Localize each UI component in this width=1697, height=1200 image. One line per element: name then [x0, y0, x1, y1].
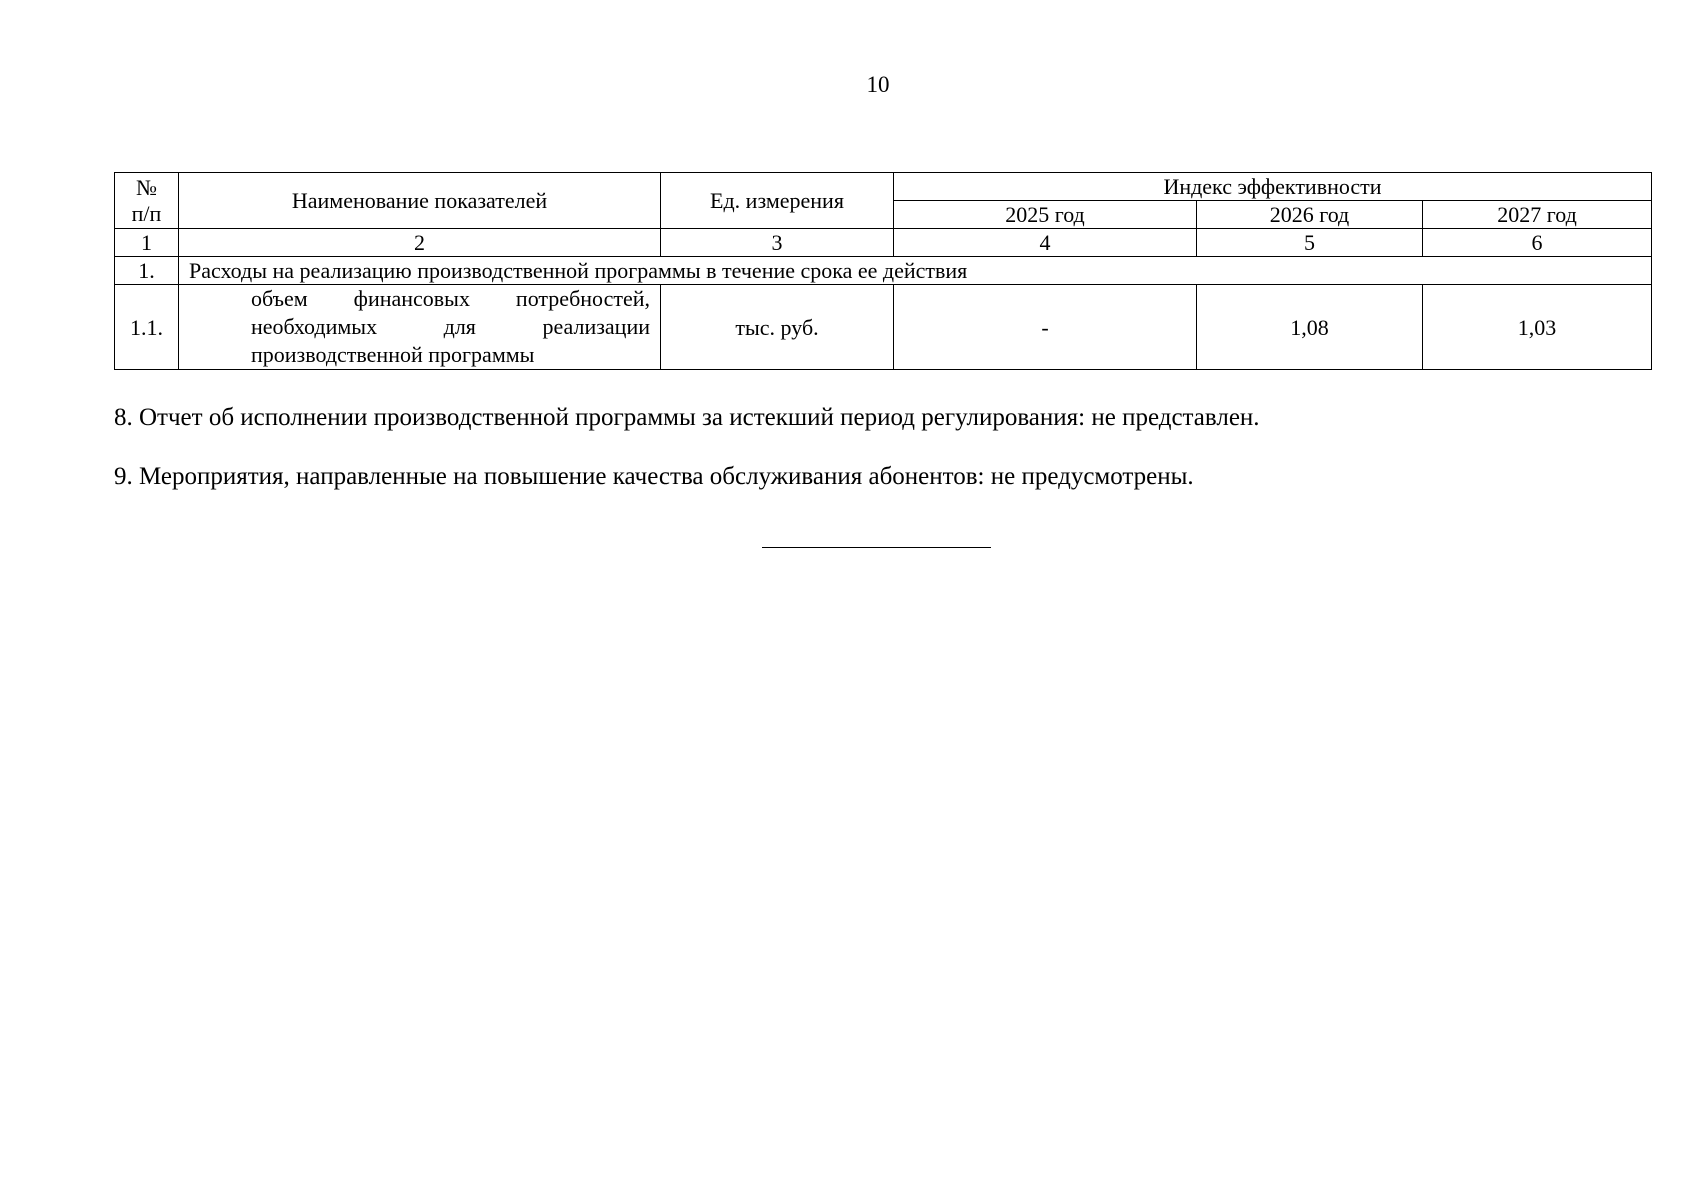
- header-num: [115, 173, 179, 229]
- column-numbers-row: [115, 229, 1652, 257]
- row-name-line: необходимых для реализации: [251, 314, 650, 339]
- row-value-2027: 1,03: [1423, 285, 1652, 370]
- row-name: [179, 285, 661, 370]
- row-name-line: производственной программы: [251, 342, 535, 367]
- table-header-row: [115, 173, 1652, 201]
- header-year-2026: 2026 год: [1197, 201, 1423, 229]
- column-number: 6: [1423, 229, 1652, 257]
- column-number: 4: [894, 229, 1197, 257]
- table-row: [115, 285, 1652, 370]
- paragraph-9: 9. Мероприятия, направленные на повышение качества обслуживания абонентов: не предусмотрены.: [114, 463, 1194, 490]
- header-year-2027: 2027 год: [1423, 201, 1652, 229]
- column-number: 3: [661, 229, 894, 257]
- row-value-2025: -: [894, 285, 1197, 370]
- row-num: 1.1.: [115, 285, 179, 370]
- row-value-2026: 1,08: [1197, 285, 1423, 370]
- header-year-2025: 2025 год: [894, 201, 1197, 229]
- column-number: 2: [179, 229, 661, 257]
- column-number: 1: [115, 229, 179, 257]
- header-name: Наименование показателей: [179, 173, 661, 229]
- section-num: 1.: [115, 257, 179, 285]
- efficiency-index-table: [114, 172, 1652, 370]
- paragraph-8: 8. Отчет об исполнении производственной программы за истекший период регулирования: не представлен.: [114, 404, 1260, 431]
- section-row: [115, 257, 1652, 285]
- end-divider: [762, 547, 991, 548]
- header-unit: Ед. измерения: [661, 173, 894, 229]
- header-num-label: № п/п: [131, 174, 162, 226]
- column-number: 5: [1197, 229, 1423, 257]
- header-index-group: Индекс эффективности: [894, 173, 1652, 201]
- page-number: 10: [866, 72, 890, 97]
- section-title: Расходы на реализацию производственной программы в течение срока ее действия: [179, 257, 1652, 285]
- row-unit: тыс. руб.: [661, 285, 894, 370]
- row-name-line: объем финансовых потребностей,: [251, 286, 650, 311]
